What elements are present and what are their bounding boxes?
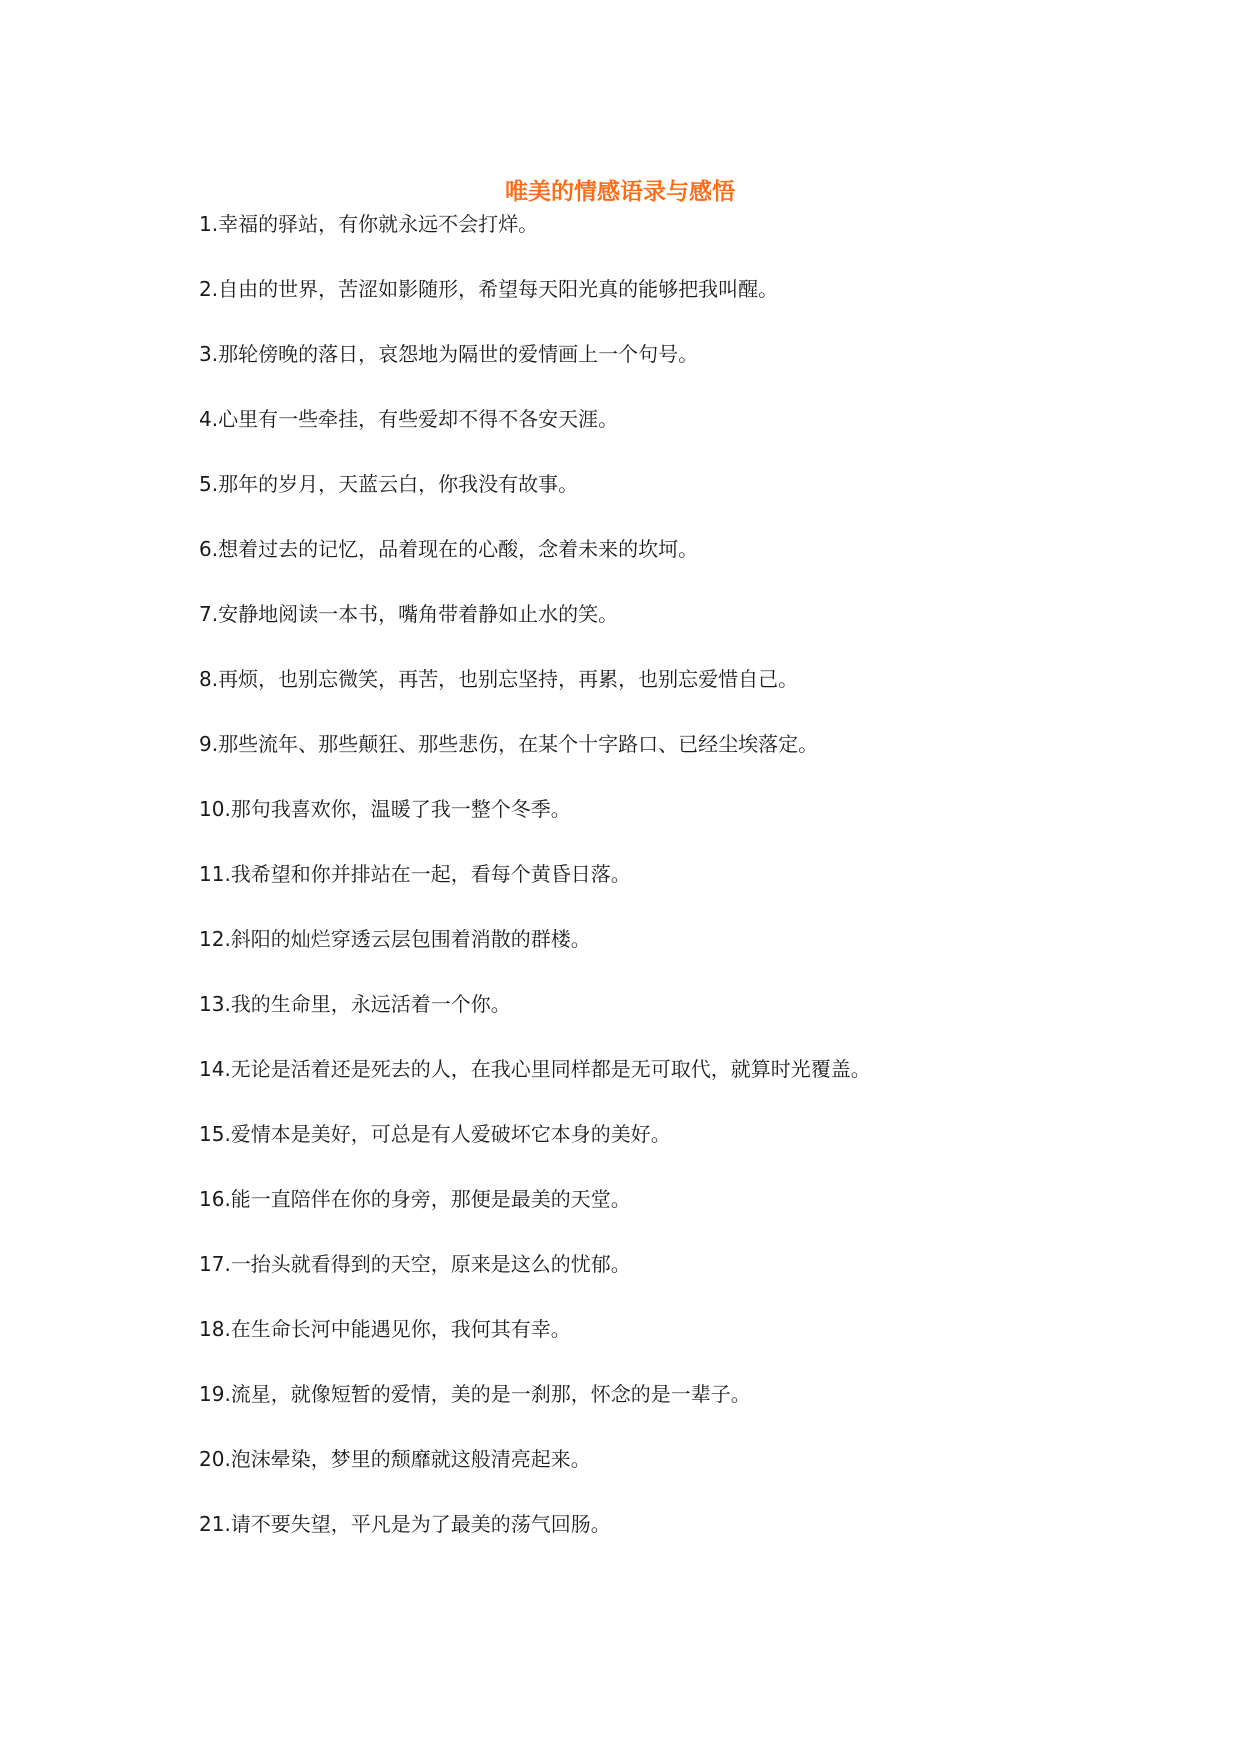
quote-item: 1.幸福的驿站，有你就永远不会打烊。 (199, 212, 539, 236)
quote-item: 3.那轮傍晚的落日，哀怨地为隔世的爱情画上一个句号。 (199, 342, 699, 366)
quote-item: 15.爱情本是美好，可总是有人爱破坏它本身的美好。 (199, 1122, 671, 1146)
quote-item: 6.想着过去的记忆，品着现在的心酸，念着未来的坎坷。 (199, 537, 699, 561)
quote-item: 18.在生命长河中能遇见你，我何其有幸。 (199, 1317, 571, 1341)
document-title: 唯美的情感语录与感悟 (505, 178, 735, 205)
quote-item: 21.请不要失望，平凡是为了最美的荡气回肠。 (199, 1512, 611, 1536)
quote-item: 19.流星，就像短暂的爱情，美的是一刹那，怀念的是一辈子。 (199, 1382, 751, 1406)
quote-item: 20.泡沫晕染，梦里的颓靡就这般清亮起来。 (199, 1447, 591, 1471)
quote-item: 5.那年的岁月，天蓝云白，你我没有故事。 (199, 472, 579, 496)
quote-list (199, 208, 1099, 1573)
quote-item: 4.心里有一些牵挂，有些爱却不得不各安天涯。 (199, 407, 619, 431)
quote-item: 14.无论是活着还是死去的人，在我心里同样都是无可取代，就算时光覆盖。 (199, 1057, 871, 1081)
quote-item: 17.一抬头就看得到的天空，原来是这么的忧郁。 (199, 1252, 631, 1276)
quote-item: 16.能一直陪伴在你的身旁，那便是最美的天堂。 (199, 1187, 631, 1211)
quote-item: 7.安静地阅读一本书，嘴角带着静如止水的笑。 (199, 602, 619, 626)
quote-item: 13.我的生命里，永远活着一个你。 (199, 992, 511, 1016)
quote-item: 10.那句我喜欢你，温暖了我一整个冬季。 (199, 797, 571, 821)
quote-item: 11.我希望和你并排站在一起，看每个黄昏日落。 (199, 862, 631, 886)
quote-item: 12.斜阳的灿烂穿透云层包围着消散的群楼。 (199, 927, 591, 951)
quote-item: 9.那些流年、那些颠狂、那些悲伤，在某个十字路口、已经尘埃落定。 (199, 732, 819, 756)
quote-item: 8.再烦，也别忘微笑，再苦，也别忘坚持，再累，也别忘爱惜自己。 (199, 667, 799, 691)
quote-item: 2.自由的世界，苦涩如影随形，希望每天阳光真的能够把我叫醒。 (199, 277, 779, 301)
